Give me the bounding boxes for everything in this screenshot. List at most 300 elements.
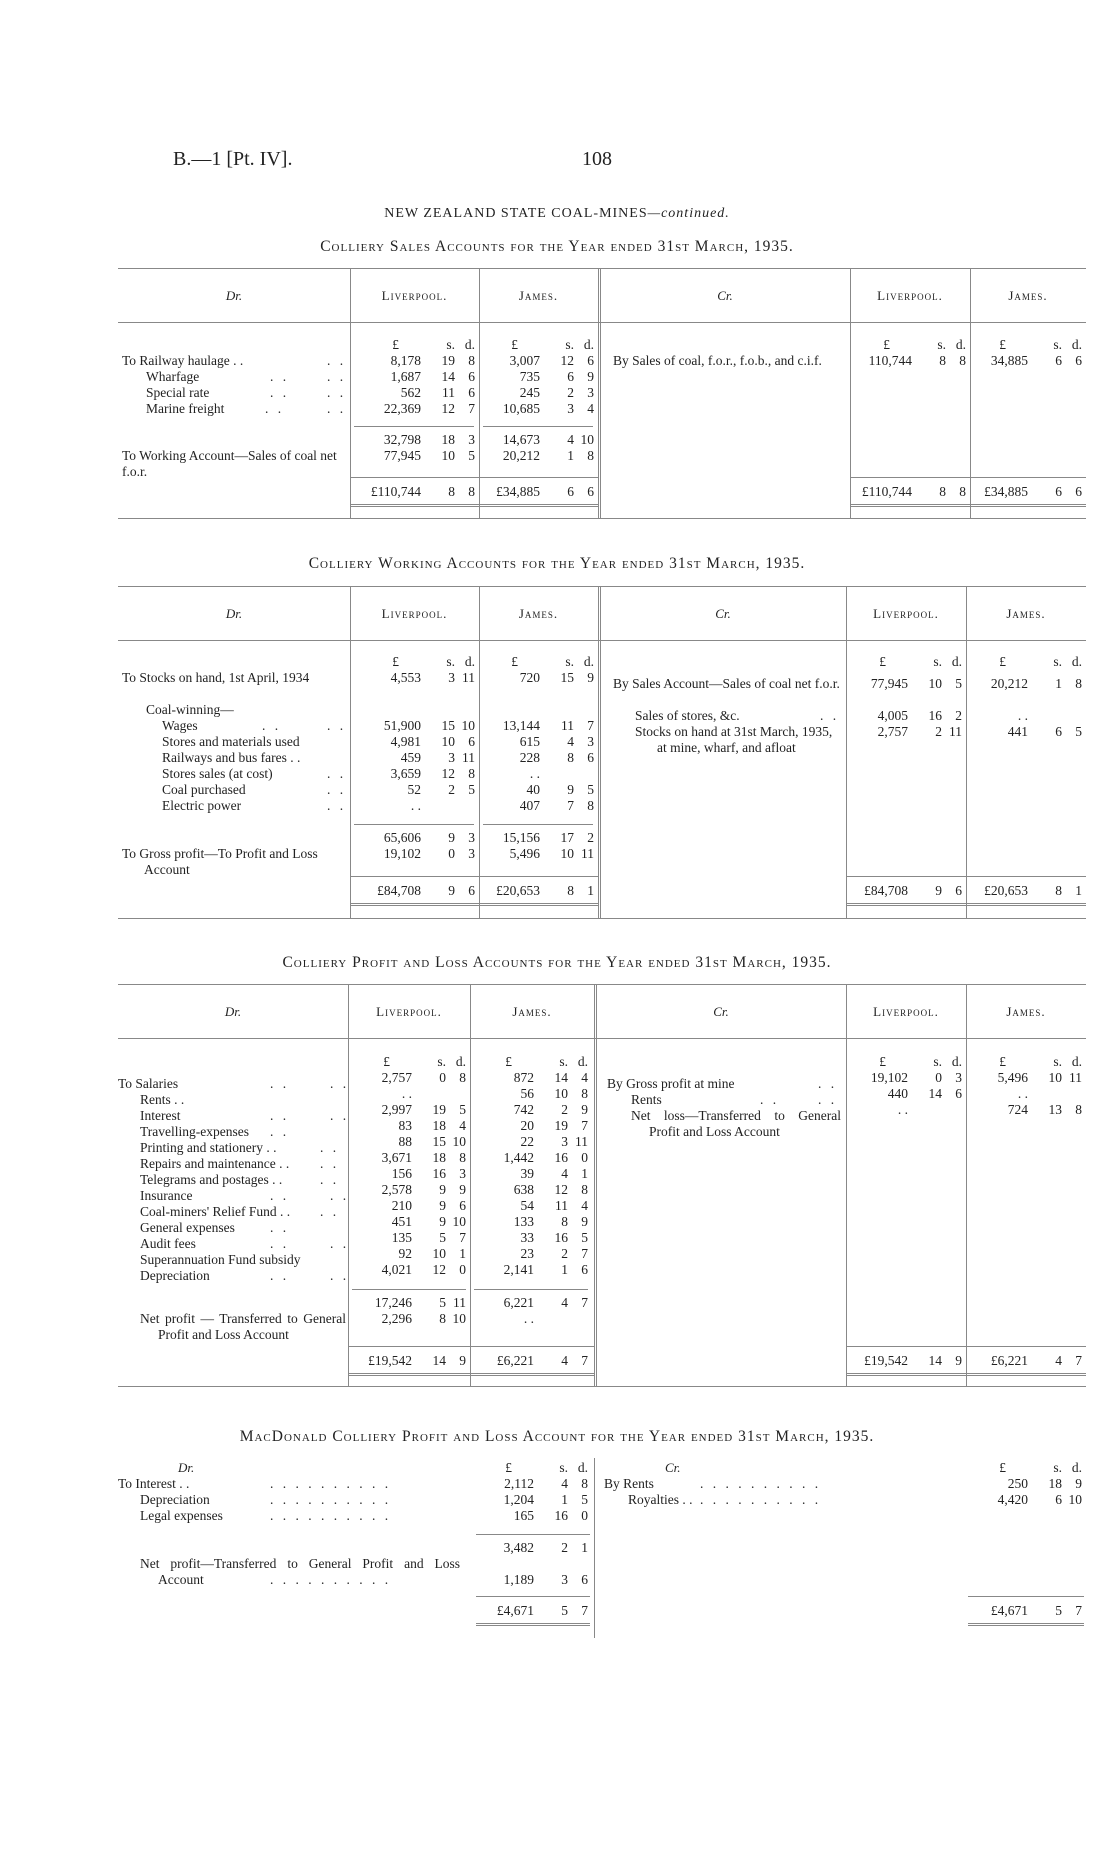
dr-header: Dr. xyxy=(225,288,243,303)
pence: 4 xyxy=(581,1070,588,1085)
pounds: 735 xyxy=(519,369,540,384)
pence: 6 xyxy=(468,734,475,749)
shillings: 2 xyxy=(448,782,455,797)
row-label: Superannuation Fund subsidy xyxy=(140,1252,301,1267)
column-rule xyxy=(850,268,851,518)
leader-dots: . . xyxy=(327,798,347,813)
pence: 6 xyxy=(955,1086,962,1101)
pounds: £4,671 xyxy=(990,1603,1028,1618)
pence: 8 xyxy=(1075,1102,1082,1117)
sum-rule xyxy=(483,824,593,825)
shillings: 14 xyxy=(554,1070,568,1085)
pence: 0 xyxy=(459,1262,466,1277)
row-label: Stores and materials used xyxy=(162,734,300,749)
row-label: To Stocks on hand, 1st April, 1934 xyxy=(122,670,310,685)
shillings: 8 xyxy=(939,353,946,368)
total-rule xyxy=(350,876,598,877)
shillings: 5 xyxy=(439,1230,446,1245)
row-label: Audit fees xyxy=(140,1236,196,1251)
pounds: £20,653 xyxy=(984,883,1028,898)
pence: 7 xyxy=(581,1295,588,1310)
shillings: 17 xyxy=(560,830,574,845)
shillings: 1 xyxy=(567,448,574,463)
pence: 5 xyxy=(587,782,594,797)
shillings: 8 xyxy=(439,1311,446,1326)
shilling-unit: s. xyxy=(559,1460,568,1475)
pence: 6 xyxy=(581,1262,588,1277)
pounds: 872 xyxy=(513,1070,534,1085)
shillings: 18 xyxy=(1048,1476,1062,1491)
pence: 7 xyxy=(459,1230,466,1245)
james-header: James. xyxy=(512,1004,552,1019)
leader-dots: . . xyxy=(760,1092,780,1107)
row-label: Marine freight xyxy=(146,401,225,416)
pence: 8 xyxy=(459,1070,466,1085)
pound-unit: £ xyxy=(505,1054,512,1069)
row-label: Insurance xyxy=(140,1188,193,1203)
row-label: Railways and bus fares . . xyxy=(162,750,301,765)
shillings: 9 xyxy=(439,1182,446,1197)
dr-header: Dr. xyxy=(224,1004,242,1019)
pence: 10 xyxy=(1068,1492,1082,1507)
total-double-rule xyxy=(850,504,1086,507)
shillings: 2 xyxy=(935,724,942,739)
shillings: 5 xyxy=(439,1295,446,1310)
column-rule xyxy=(966,984,967,1386)
row-label: Telegrams and postages . . xyxy=(140,1172,283,1187)
column-rule xyxy=(970,268,971,518)
leader-dots: . . xyxy=(327,401,347,416)
pounds: 10,685 xyxy=(502,401,540,416)
shilling-unit: s. xyxy=(437,1054,446,1069)
pounds: 5,496 xyxy=(997,1070,1028,1085)
shillings: 4 xyxy=(567,432,574,447)
shilling-unit: s. xyxy=(446,337,455,352)
pence: 0 xyxy=(581,1508,588,1523)
row-label: Rents . . xyxy=(140,1092,185,1107)
shillings: 3 xyxy=(567,401,574,416)
pence: 9 xyxy=(459,1353,466,1368)
liverpool-header: Liverpool. xyxy=(877,288,943,303)
pl-title: Colliery Profit and Loss Accounts for the Year ended 31st March, 1935. xyxy=(282,954,832,971)
rule xyxy=(118,640,1086,641)
pound-unit: £ xyxy=(392,337,399,352)
shillings: 10 xyxy=(554,1086,568,1101)
pence: 6 xyxy=(1075,353,1082,368)
shillings: 9 xyxy=(439,1198,446,1213)
pounds: £34,885 xyxy=(984,484,1028,499)
pence: 5 xyxy=(581,1492,588,1507)
shillings: 8 xyxy=(561,1214,568,1229)
leader-dots: . . xyxy=(270,385,290,400)
pence: 4 xyxy=(581,1198,588,1213)
shillings: 8 xyxy=(448,484,455,499)
pence: 6 xyxy=(468,883,475,898)
pence: 7 xyxy=(1075,1603,1082,1618)
column-rule xyxy=(470,984,471,1386)
pound-unit: £ xyxy=(999,1460,1006,1475)
pence-unit: d. xyxy=(1071,1460,1082,1475)
coal-winning-heading: Coal-winning— xyxy=(146,702,234,717)
pounds: 2,296 xyxy=(381,1311,412,1326)
pounds: 77,945 xyxy=(870,676,908,691)
pence: 9 xyxy=(581,1214,588,1229)
pence: 1 xyxy=(581,1540,588,1555)
dr-header: Dr. xyxy=(178,1460,195,1475)
macdonald-title: MacDonald Colliery Profit and Loss Account for the Year ended 31st March, 1935. xyxy=(239,1428,875,1445)
shilling-unit: s. xyxy=(1053,1054,1062,1069)
pence: 1 xyxy=(459,1246,466,1261)
sum-rule xyxy=(483,426,593,427)
shillings: 6 xyxy=(1055,724,1062,739)
pence: 10 xyxy=(452,1214,466,1229)
row-label: Depreciation xyxy=(140,1492,210,1507)
column-rule xyxy=(479,268,480,518)
page-title xyxy=(0,206,1114,222)
shillings: 8 xyxy=(939,484,946,499)
pounds: 3,659 xyxy=(390,766,421,781)
leader-dots: . . xyxy=(270,1076,290,1091)
pence: 11 xyxy=(949,724,962,739)
pounds: 33 xyxy=(520,1230,534,1245)
leader-dots: . . xyxy=(270,1220,290,1235)
pence: 6 xyxy=(468,369,475,384)
pence: 9 xyxy=(955,1353,962,1368)
leader-dots: . . . . . . . . . . xyxy=(700,1476,822,1491)
pence: 6 xyxy=(587,750,594,765)
pounds: 8,178 xyxy=(390,353,421,368)
total-rule xyxy=(846,1346,1086,1347)
pounds: 4,420 xyxy=(997,1492,1028,1507)
pence: 6 xyxy=(955,883,962,898)
pounds: 92 xyxy=(398,1246,412,1261)
cr-header: Cr. xyxy=(715,606,731,621)
leader-dots: . . xyxy=(320,1156,340,1171)
shillings: 15 xyxy=(441,718,455,733)
pounds: 742 xyxy=(513,1102,534,1117)
row-label: Coal-miners' Relief Fund . . xyxy=(140,1204,291,1219)
cr-header: Cr. xyxy=(713,1004,729,1019)
page-title-text: NEW ZEALAND STATE COAL-MINES xyxy=(384,206,648,221)
pence: 7 xyxy=(581,1246,588,1261)
shillings: 15 xyxy=(560,670,574,685)
pounds: . . xyxy=(897,1102,908,1117)
column-rule xyxy=(479,586,480,918)
pounds: 15,156 xyxy=(502,830,540,845)
shillings: 3 xyxy=(448,670,455,685)
pounds: 4,553 xyxy=(390,670,421,685)
pounds: . . xyxy=(1017,708,1028,723)
shillings: 2 xyxy=(561,1246,568,1261)
net-profit-label: Net profit—Transferred to General Profit and Loss Account xyxy=(140,1556,460,1587)
pence-unit: d. xyxy=(951,654,962,669)
pounds: £84,708 xyxy=(864,883,908,898)
pence: 7 xyxy=(581,1603,588,1618)
liverpool-header: Liverpool. xyxy=(376,1004,442,1019)
row-label: Net loss—Transferred to General Profit and Loss Account xyxy=(631,1108,841,1139)
pounds: 250 xyxy=(1007,1476,1028,1491)
total-double-rule xyxy=(350,903,598,906)
shillings: 11 xyxy=(442,385,455,400)
pence: 8 xyxy=(581,1086,588,1101)
cr-header: Cr. xyxy=(717,288,733,303)
shillings: 6 xyxy=(1055,353,1062,368)
pence: 6 xyxy=(587,353,594,368)
shilling-unit: s. xyxy=(1053,337,1062,352)
shilling-unit: s. xyxy=(933,654,942,669)
shillings: 10 xyxy=(441,448,455,463)
shillings: 2 xyxy=(561,1102,568,1117)
pounds: 22,369 xyxy=(383,401,421,416)
pounds: 228 xyxy=(519,750,540,765)
rule xyxy=(118,1386,1086,1387)
shillings: 18 xyxy=(441,432,455,447)
pounds: 54 xyxy=(520,1198,534,1213)
row-label: Printing and stationery . . xyxy=(140,1140,277,1155)
pence: 5 xyxy=(1075,724,1082,739)
liverpool-header: Liverpool. xyxy=(873,1004,939,1019)
pounds: 20,212 xyxy=(502,448,540,463)
pounds: 4,021 xyxy=(381,1262,412,1277)
sales-title: Colliery Sales Accounts for the Year ended 31st March, 1935. xyxy=(320,238,794,255)
pence: 8 xyxy=(959,353,966,368)
sum-rule xyxy=(354,824,474,825)
pound-unit: £ xyxy=(879,1054,886,1069)
sum-rule xyxy=(352,1289,466,1290)
pence: 4 xyxy=(459,1118,466,1133)
sum-rule xyxy=(354,426,474,427)
row-label: Repairs and maintenance . . xyxy=(140,1156,290,1171)
pounds: 562 xyxy=(400,385,421,400)
pence: 9 xyxy=(459,1182,466,1197)
pence: 4 xyxy=(587,401,594,416)
pounds: 245 xyxy=(519,385,540,400)
pence: 6 xyxy=(1075,484,1082,499)
leader-dots: . . xyxy=(270,1124,290,1139)
shillings: 16 xyxy=(554,1508,568,1523)
pounds: £6,221 xyxy=(990,1353,1028,1368)
pound-unit: £ xyxy=(999,654,1006,669)
shillings: 10 xyxy=(441,734,455,749)
row-label: General expenses xyxy=(140,1220,235,1235)
pence: 7 xyxy=(468,401,475,416)
pounds: £20,653 xyxy=(496,883,540,898)
shilling-unit: s. xyxy=(446,654,455,669)
shillings: 16 xyxy=(928,708,942,723)
pence: 3 xyxy=(468,432,475,447)
pound-unit: £ xyxy=(511,337,518,352)
leader-dots: . . xyxy=(818,1076,838,1091)
shilling-unit: s. xyxy=(1053,1460,1062,1475)
pence: 5 xyxy=(459,1102,466,1117)
total-double-rule xyxy=(968,1623,1084,1626)
shillings: 11 xyxy=(561,718,574,733)
pounds: £84,708 xyxy=(377,883,421,898)
shilling-unit: s. xyxy=(937,337,946,352)
james-header: James. xyxy=(518,606,559,621)
pence: 0 xyxy=(581,1150,588,1165)
row-label: Wages xyxy=(162,718,198,733)
pence: 8 xyxy=(1075,676,1082,691)
shillings: 1 xyxy=(561,1262,568,1277)
pound-unit: £ xyxy=(883,337,890,352)
shillings: 4 xyxy=(567,734,574,749)
liverpool-header: Liverpool. xyxy=(873,606,939,621)
leader-dots: . . xyxy=(265,401,285,416)
column-rule xyxy=(846,984,847,1386)
row-label: Stores sales (at cost) xyxy=(162,766,273,781)
leader-dots: . . xyxy=(330,1076,350,1091)
pence: 7 xyxy=(1075,1353,1082,1368)
total-rule xyxy=(348,1346,594,1347)
pounds: 52 xyxy=(407,782,421,797)
column-rule xyxy=(594,984,597,1386)
working-account-label: To Working Account—Sales of coal net f.o.r. xyxy=(122,448,337,479)
pounds: 77,945 xyxy=(383,448,421,463)
pounds: 2,757 xyxy=(877,724,908,739)
page-reference: B.—1 [Pt. IV]. xyxy=(173,148,293,170)
shillings: 10 xyxy=(560,846,574,861)
shillings: 8 xyxy=(1055,883,1062,898)
pence: 9 xyxy=(581,1102,588,1117)
james-header: James. xyxy=(1006,1004,1046,1019)
pounds: 17,246 xyxy=(374,1295,412,1310)
shillings: 3 xyxy=(561,1134,568,1149)
pounds: 133 xyxy=(513,1214,534,1229)
shillings: 5 xyxy=(561,1603,568,1618)
row-label: Rents xyxy=(631,1092,662,1107)
gross-profit-label: To Gross profit—To Profit and Loss Account xyxy=(122,846,318,877)
total-double-rule xyxy=(348,1373,594,1376)
pounds: 88 xyxy=(398,1134,412,1149)
leader-dots: . . xyxy=(270,1108,290,1123)
leader-dots: . . . . . . . . . . xyxy=(700,1492,822,1507)
shillings: 12 xyxy=(432,1262,446,1277)
liverpool-header: Liverpool. xyxy=(381,606,448,621)
pounds: 407 xyxy=(519,798,540,813)
leader-dots: . . xyxy=(320,1140,340,1155)
shillings: 6 xyxy=(567,484,574,499)
shilling-unit: s. xyxy=(1053,654,1062,669)
pound-unit: £ xyxy=(383,1054,390,1069)
pounds: 165 xyxy=(513,1508,534,1523)
pence-unit: d. xyxy=(577,1460,588,1475)
shillings: 12 xyxy=(554,1182,568,1197)
pounds: 4,981 xyxy=(390,734,421,749)
shillings: 4 xyxy=(561,1353,568,1368)
rule xyxy=(118,586,1086,587)
row-label: By Rents xyxy=(604,1476,654,1491)
leader-dots: . . xyxy=(820,708,840,723)
total-rule xyxy=(850,477,1086,478)
column-rule xyxy=(598,268,601,518)
pounds: 40 xyxy=(526,782,540,797)
pence: 8 xyxy=(581,1476,588,1491)
pence: 8 xyxy=(468,766,475,781)
rule xyxy=(118,518,1086,519)
pence: 11 xyxy=(1069,1070,1082,1085)
shillings: 10 xyxy=(432,1246,446,1261)
pounds: 724 xyxy=(1007,1102,1028,1117)
column-rule xyxy=(594,1458,595,1638)
pence: 8 xyxy=(587,798,594,813)
pence-unit: d. xyxy=(583,337,594,352)
rule xyxy=(118,918,1086,919)
pounds: 6,221 xyxy=(503,1295,534,1310)
shillings: 18 xyxy=(432,1118,446,1133)
shillings: 16 xyxy=(554,1150,568,1165)
pence: 3 xyxy=(468,846,475,861)
shillings: 2 xyxy=(561,1540,568,1555)
pounds: £19,542 xyxy=(864,1353,908,1368)
leader-dots: . . . . . . . . . . xyxy=(270,1508,392,1523)
pence-unit: d. xyxy=(455,1054,466,1069)
pence: 8 xyxy=(959,484,966,499)
leader-dots: . . xyxy=(327,718,347,733)
column-rule xyxy=(966,586,967,918)
pence: 10 xyxy=(580,432,594,447)
pence: 8 xyxy=(459,1150,466,1165)
pence: 10 xyxy=(461,718,475,733)
leader-dots: . . xyxy=(327,766,347,781)
cr-header: Cr. xyxy=(665,1460,681,1475)
shillings: 6 xyxy=(1055,484,1062,499)
shillings: 11 xyxy=(555,1198,568,1213)
leader-dots: . . xyxy=(327,353,347,368)
pence: 6 xyxy=(581,1572,588,1587)
pounds: £110,744 xyxy=(861,484,912,499)
rule xyxy=(118,322,1086,323)
shilling-unit: s. xyxy=(933,1054,942,1069)
pence: 1 xyxy=(587,883,594,898)
leader-dots: . . xyxy=(262,718,282,733)
pounds: 13,144 xyxy=(502,718,540,733)
pounds: 459 xyxy=(400,750,421,765)
pence: 3 xyxy=(587,734,594,749)
pence-unit: d. xyxy=(1071,654,1082,669)
row-label: Stocks on hand at 31st March, 1935, at mine, wharf, and afloat xyxy=(635,724,833,755)
leader-dots: . . xyxy=(270,369,290,384)
pounds: 19,102 xyxy=(383,846,421,861)
shillings: 12 xyxy=(560,353,574,368)
leader-dots: . . xyxy=(270,1236,290,1251)
leader-dots: . . xyxy=(330,1236,350,1251)
pence-unit: d. xyxy=(1071,1054,1082,1069)
shillings: 4 xyxy=(1055,1353,1062,1368)
shillings: 9 xyxy=(448,830,455,845)
shillings: 10 xyxy=(928,676,942,691)
shillings: 9 xyxy=(567,782,574,797)
row-label: By Sales of coal, f.o.r., f.o.b., and c.i.f. xyxy=(613,353,822,368)
row-label: Legal expenses xyxy=(140,1508,223,1523)
pounds: £4,671 xyxy=(496,1603,534,1618)
shilling-unit: s. xyxy=(565,654,574,669)
pence: 10 xyxy=(452,1311,466,1326)
pence: 11 xyxy=(575,1134,588,1149)
page-number: 108 xyxy=(582,148,612,170)
row-label: By Sales Account—Sales of coal net f.o.r. xyxy=(613,676,840,691)
shillings: 2 xyxy=(567,385,574,400)
column-rule xyxy=(350,586,351,918)
shillings: 6 xyxy=(567,369,574,384)
total-rule xyxy=(476,1596,590,1597)
shillings: 3 xyxy=(448,750,455,765)
rule xyxy=(118,268,1086,269)
pence: 7 xyxy=(581,1353,588,1368)
shillings: 4 xyxy=(561,1476,568,1491)
pounds: 441 xyxy=(1007,724,1028,739)
pounds: 65,606 xyxy=(383,830,421,845)
